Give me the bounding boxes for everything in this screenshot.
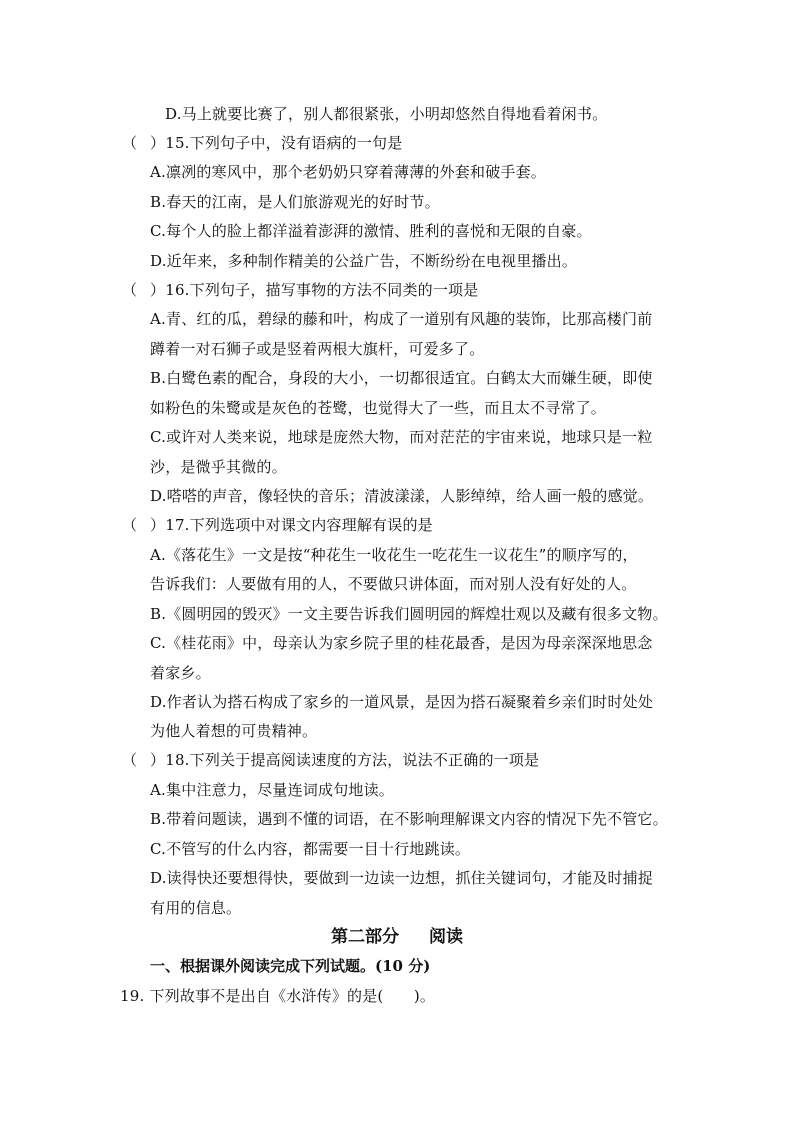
q15-option-a: A.凛冽的寒风中，那个老奶奶只穿着薄薄的外套和破手套。	[150, 163, 547, 181]
q18-option-d-line2: 有用的信息。	[150, 899, 242, 917]
q14-option-d: D.马上就要比赛了，别人都很紧张，小明却悠然自得地看着闲书。	[165, 105, 608, 123]
q17-option-a-line1: A.《落花生》一文是按“种花生一收花生一吃花生一议花生”的顺序写的，	[150, 546, 638, 564]
q17-option-c-line1: C.《桂花雨》中，母亲认为家乡院子里的桂花最香，是因为母亲深深地思念	[150, 634, 653, 652]
q15-answer-paren: （	[122, 134, 138, 152]
q17-option-d-line2: 为他人着想的可贵精神。	[150, 722, 318, 740]
q18-option-d-line1: D.读得快还要想得快，要做到一边读一边想，抓住关键词句，才能及时捕捉	[150, 869, 654, 887]
q17-option-c-line2: 着家乡。	[150, 664, 211, 682]
q16-option-c-line2: 沙，是微乎其微的。	[150, 458, 287, 476]
q18-option-b: B.带着问题读，遇到不懂的词语，在不影响理解课文内容的情况下先不管它。	[150, 810, 668, 828]
q16-option-b-line1: B.白鹭色素的配合，身段的大小，一切都很适宜。白鹤太大而嫌生硬，即使	[150, 369, 653, 387]
q17-stem: ）17.下列选项中对课文内容理解有误的是	[150, 516, 433, 534]
q18-stem: ）18.下列关于提高阅读速度的方法，说法不正确的一项是	[150, 751, 540, 769]
q18-option-c: C.不管写的什么内容，都需要一目十行地跳读。	[150, 840, 471, 858]
q16-option-c-line1: C.或许对人类来说，地球是庞然大物，而对茫茫的宇宙来说，地球只是一粒	[150, 428, 653, 446]
q18-answer-paren: （	[122, 751, 138, 769]
q15-option-c: C.每个人的脸上都洋溢着澎湃的激情、胜利的喜悦和无限的自豪。	[150, 222, 592, 240]
q15-stem: ）15.下列句子中，没有语病的一句是	[150, 134, 403, 152]
part2-title-right: 阅读	[429, 927, 463, 947]
q17-option-a-line2: 告诉我们：人要做有用的人，不要做只讲体面，而对别人没有好处的人。	[150, 575, 637, 593]
part2-title	[0, 926, 794, 948]
q16-stem: ）16.下列句子，描写事物的方法不同类的一项是	[150, 281, 479, 299]
q19-stem: 19. 下列故事不是出自《水浒传》的是( )。	[120, 987, 436, 1005]
q17-answer-paren: （	[122, 516, 138, 534]
part2-title-left: 第二部分	[331, 927, 399, 947]
q17-option-d-line1: D.作者认为搭石构成了家乡的一道风景，是因为搭石凝聚着乡亲们时时处处	[150, 693, 654, 711]
q16-option-d: D.嗒嗒的声音，像轻快的音乐；清波漾漾，人影绰绰，给人画一般的感觉。	[150, 487, 654, 505]
q16-answer-paren: （	[122, 281, 138, 299]
q15-option-b: B.春天的江南，是人们旅游观光的好时节。	[150, 193, 440, 211]
q17-option-b: B.《圆明园的毁灭》一文主要告诉我们圆明园的辉煌壮观以及藏有很多文物。	[150, 605, 668, 623]
q18-option-a: A.集中注意力，尽量连词成句地读。	[150, 781, 395, 799]
q16-option-a-line1: A.青、红的瓜，碧绿的藤和叶，构成了一道别有风趣的装饰，比那高楼门前	[150, 310, 653, 328]
part2-subheading: 一、根据课外阅读完成下列试题。(10 分)	[150, 957, 431, 975]
q16-option-a-line2: 蹲着一对石狮子或是竖着两根大旗杆，可爱多了。	[150, 340, 485, 358]
q16-option-b-line2: 如粉色的朱鹭或是灰色的苍鹭，也觉得大了一些，而且太不寻常了。	[150, 399, 607, 417]
q15-option-d: D.近年来，多种制作精美的公益广告，不断纷纷在电视里播出。	[150, 252, 578, 270]
